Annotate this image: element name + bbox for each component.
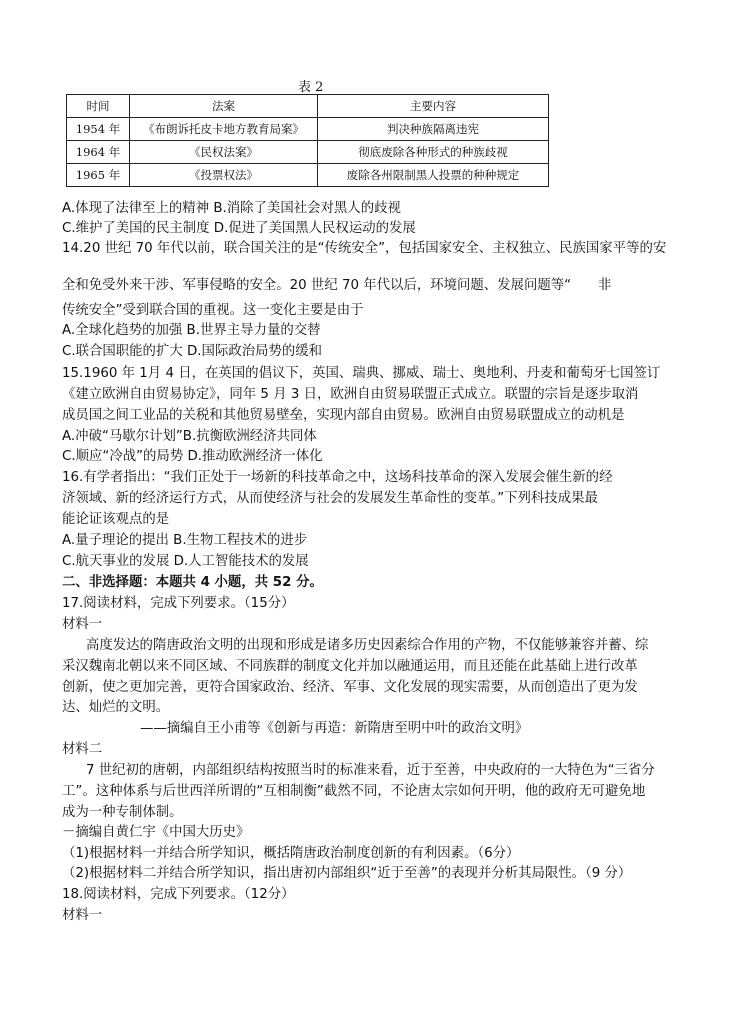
table-cell: 《投票权法》 [130,164,318,187]
material-label: 材料一 [62,908,103,923]
q15-stem: 《建立欧洲自由贸易协定》，同年 5 月 3 日，欧洲自由贸易联盟正式成立。联盟的宗旨是逐步取消 [62,387,639,402]
material-text: 高度发达的隋唐政治文明的出现和形成是诸多历史因素综合作用的产物，不仅能够兼容并蓄、综 [86,638,649,653]
table-header-row [67,95,549,118]
q14-stem: 14.20 世纪 70 年代以前，联合国关注的是“传统安全”，包括国家安全、主权独立、民族国家平等的安 [62,241,667,256]
table-cell: 1964 年 [67,141,130,164]
table-cell: 彻底废除各种形式的种族歧视 [318,141,549,164]
q17-subquestion-1: （1)根据材料一并结合所学知识，概括隋唐政治制度创新的有利因素。（6分） [62,846,520,861]
material-text: 达、灿烂的文明。 [62,700,170,715]
q16-stem: 能论证该观点的是 [62,512,170,527]
law-table [66,94,549,187]
table-caption: 表 2 [298,80,324,95]
table-cell: 《民权法案》 [130,141,318,164]
q15-options-ab: A.冲破“马歇尔计划”B.抗衡欧洲经济共同体 [62,429,317,444]
material-text: 工”。这种体系与后世西洋所谓的“互相制衡”截然不同，不论唐太宗如何开明，他的政府无可避免地 [62,784,646,799]
table-cell: 废除各州限制黑人投票的种种规定 [318,164,549,187]
q16-options-cd: C.航天事业的发展 D.人工智能技术的发展 [62,554,309,569]
table-cell: 《布朗诉托皮卡地方教育局案》 [130,118,318,141]
material-text: 7 世纪初的唐朝，内部组织结构按照当时的标准来看，近于至善，中央政府的一大特色为“三省分 [86,763,655,778]
table-cell: 1965 年 [67,164,130,187]
table-cell: 判决种族隔离违宪 [318,118,549,141]
q15-stem: 15.1960 年 1月 4 日，在英国的倡议下，英国、瑞典、挪威、瑞士、奥地利、丹麦和葡萄牙七国签订 [62,366,661,381]
material-text: 采汉魏南北朝以来不同区域、不同族群的制度文化并加以融通运用，而且还能在此基础上进行改革 [62,659,638,674]
q15-stem: 成员国之间工业品的关税和其他贸易壁垒，实现内部自由贸易。欧洲自由贸易联盟成立的动机是 [62,408,625,423]
table-row [67,141,549,164]
q14-options-cd: C.联合国职能的扩大 D.国际政治局势的缓和 [62,344,323,359]
material-label: 材料一 [62,617,103,632]
q15-options-cd: C.顺应“冷战”的局势 D.推动欧洲经济一体化 [62,449,323,464]
section-heading: 二、非选择题：本题共 4 小题，共 52 分。 [62,575,323,590]
table-header-cell: 时间 [67,95,130,118]
material-citation: －摘编自黄仁宇《中国大历史》 [62,825,250,840]
q16-stem: 济领域、新的经济运行方式，从而使经济与社会的发展发生革命性的变革。”下列科技成果最 [62,491,598,506]
q13-options-cd: C.维护了美国的民主制度 D.促进了美国黑人民权运动的发展 [62,221,416,236]
q16-options-ab: A.量子理论的提出 B.生物工程技术的进步 [62,533,308,548]
material-text: 成为一种专制体制。 [62,805,183,820]
table-cell: 1954 年 [67,118,130,141]
table-row [67,118,549,141]
material-label: 材料二 [62,742,103,757]
q17-subquestion-2: （2)根据材料二并结合所学知识，指出唐初内部组织“近于至善”的表现并分析其局限性。（9 分） [62,866,632,881]
q13-options-ab: A.体现了法律至上的精神 B.消除了美国社会对黑人的歧视 [62,201,401,216]
table-header-cell: 法案 [130,95,318,118]
q14-stem: 传统安全”受到联合国的重视。这一变化主要是由于 [62,303,364,318]
q18-title: 18.阅读材料，完成下列要求。（12分） [62,887,295,902]
q16-stem: 16.有学者指出：“我们正处于一场新的科技革命之中，这场科技革命的深入发展会催生新的经 [62,470,613,485]
material-text: 创新，使之更加完善，更符合国家政治、经济、军事、文化发展的现实需要，从而创造出了更为发 [62,680,638,695]
table-header-cell: 主要内容 [318,95,549,118]
q14-options-ab: A.全球化趋势的加强 B.世界主导力量的交替 [62,323,321,338]
table-row [67,164,549,187]
material-citation: ——摘编自王小甫等《创新与再造：新隋唐至明中叶的政治文明》 [140,721,529,736]
q17-title: 17.阅读材料，完成下列要求。（15分） [62,596,295,611]
q14-stem: 全和免受外来干涉、军事侵略的安全。20 世纪 70 年代以后，环境问题、发展问题等“ 非 [62,278,612,293]
